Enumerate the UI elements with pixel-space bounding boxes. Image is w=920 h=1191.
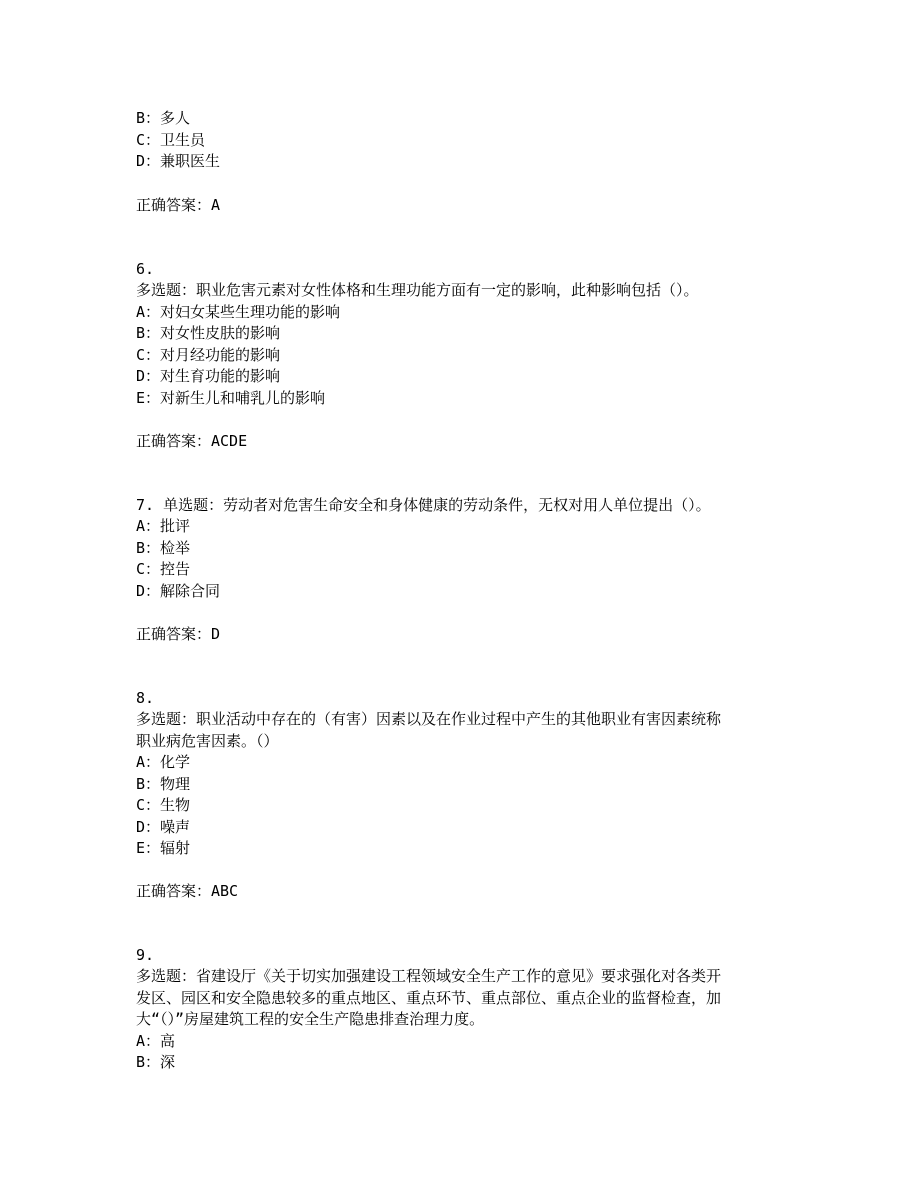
q5-option-b: B：多人 xyxy=(136,109,191,127)
q5-option-d: D：兼职医生 xyxy=(136,152,221,170)
q6-option-d: D：对生育功能的影响 xyxy=(136,367,281,385)
q8-answer: 正确答案：ABC xyxy=(136,882,239,900)
q5-option-c: C：卫生员 xyxy=(136,131,206,149)
q9-stem-line3: 大“（）”房屋建筑工程的安全生产隐患排查治理力度。 xyxy=(136,1010,485,1028)
q6-number: 6. xyxy=(136,260,155,278)
q7-stem: 7. 单选题：劳动者对危害生命安全和身体健康的劳动条件，无权对用人单位提出（）。 xyxy=(136,496,711,514)
q7-option-c: C：控告 xyxy=(136,560,191,578)
q8-option-e: E：辐射 xyxy=(136,839,191,857)
q8-number: 8. xyxy=(136,689,155,707)
q6-option-a: A：对妇女某些生理功能的影响 xyxy=(136,303,341,321)
q9-option-a: A：高 xyxy=(136,1032,176,1050)
q5-answer: 正确答案：A xyxy=(136,196,221,214)
q6-option-b: B：对女性皮肤的影响 xyxy=(136,324,281,342)
q7-option-d: D：解除合同 xyxy=(136,582,221,600)
q9-option-b: B：深 xyxy=(136,1053,176,1071)
q6-option-e: E：对新生儿和哺乳儿的影响 xyxy=(136,389,326,407)
q9-stem-line2: 发区、园区和安全隐患较多的重点地区、重点环节、重点部位、重点企业的监督检查，加 xyxy=(136,989,722,1007)
q6-option-c: C：对月经功能的影响 xyxy=(136,346,281,364)
q7-option-a: A：批评 xyxy=(136,517,191,535)
q7-answer: 正确答案：D xyxy=(136,625,221,643)
q7-option-b: B：检举 xyxy=(136,539,191,557)
q8-option-c: C：生物 xyxy=(136,796,191,814)
q8-option-b: B：物理 xyxy=(136,775,191,793)
q8-stem-line2: 职业病危害因素。（） xyxy=(136,732,279,750)
q8-option-a: A：化学 xyxy=(136,753,191,771)
q8-stem-line1: 多选题：职业活动中存在的（有害）因素以及在作业过程中产生的其他职业有害因素统称 xyxy=(136,710,722,728)
q9-stem-line1: 多选题：省建设厅《关于切实加强建设工程领域安全生产工作的意见》要求强化对各类开 xyxy=(136,967,722,985)
q8-option-d: D：噪声 xyxy=(136,818,191,836)
q6-answer: 正确答案：ACDE xyxy=(136,432,248,450)
q6-stem: 多选题：职业危害元素对女性体格和生理功能方面有一定的影响，此种影响包括（）。 xyxy=(136,281,699,299)
q9-number: 9. xyxy=(136,946,155,964)
